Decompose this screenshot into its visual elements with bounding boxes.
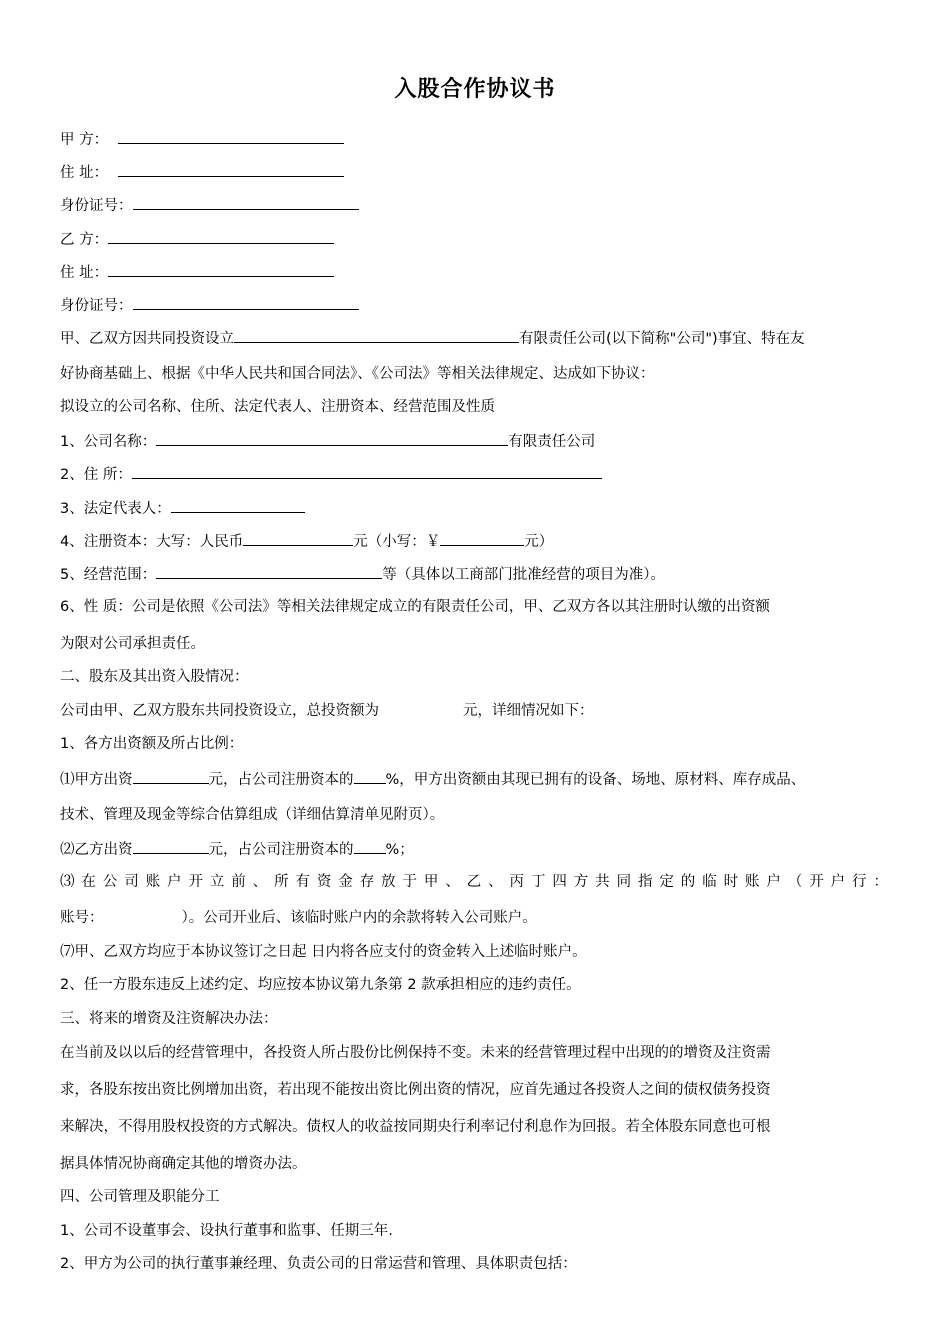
section-3-line-4: 据具体情况协商确定其他的增资办法。 [60,1156,307,1172]
p1-text-b: 元，占公司注册资本的 [208,772,354,788]
total-investment-line [60,701,594,721]
party-a-amount-blank[interactable] [133,768,209,784]
char: 甲 [423,874,439,890]
id-a-line [60,194,359,216]
char: 丁 [530,874,546,890]
char: 所 [274,874,289,890]
sub-heading-2: 2、任一方股东违反上述约定、均应按本协议第九条第 2 款承担相应的违约责任。 [60,977,581,993]
id-b-label: 身份证号： [60,298,133,314]
char: 户 [167,874,182,890]
scope-blank[interactable] [156,563,382,579]
p2-text-c: %； [385,842,414,858]
capital-upper-blank[interactable] [243,530,353,546]
temp-account-text [60,872,888,892]
section-4-heading: 四、公司管理及职能分工 [60,1189,220,1205]
address-b-label: 住 址： [60,265,109,281]
page-title: 入股合作协议书 [394,77,556,102]
item-name-label: 1、公司名称： [60,434,157,450]
party-b-contribution [60,838,414,860]
char: ⑶ [60,874,75,890]
item-nature-line-2: 为限对公司承担责任。 [60,636,205,652]
party-b-amount-blank[interactable] [133,838,209,854]
char: 、 [488,874,503,890]
item-capital [60,530,553,552]
id-b-blank[interactable] [133,294,359,310]
char: 账 [145,874,161,890]
company-address-blank[interactable] [132,463,602,479]
invest-text-b: 元，详细情况如下： [463,703,594,719]
item-representative [60,497,305,519]
party-b-line [60,228,334,250]
char: 丙 [509,874,525,890]
intro-text-b: 有限责任公司(以下简称"公司")事宜、特在友 [519,331,805,347]
char: 时 [723,874,739,890]
char: 金 [338,874,353,890]
address-a-label: 住 址： [60,165,109,181]
p1-text-c: %，甲方出资额由其现已拥有的设备、场地、原材料、库存成品、 [385,772,806,788]
char: 开 [188,874,203,890]
capital-text-c: 元） [524,534,554,550]
char: 前 [231,874,246,890]
address-a-line [60,161,344,183]
sub-heading-1: 1、各方出资额及所占比例： [60,736,244,752]
intro-line-1 [60,327,805,349]
char: 资 [316,874,332,890]
char: 方 [573,874,589,890]
party-a-contribution [60,768,805,790]
char: 于 [402,874,417,890]
invest-text-a: 公司由甲、乙双方股东共同投资设立，总投资额为 [60,703,379,719]
item-address-label: 2、住 所： [60,467,132,483]
char: 户 [766,874,781,890]
p3-text-a: 账号： [60,910,104,926]
company-name-blank[interactable] [156,430,508,446]
char: 的 [680,874,696,890]
char: 立 [209,874,225,890]
temp-account-line-2 [60,908,537,928]
intro-line-2: 好协商基础上、根据《中华人民共和国合同法》、《公司法》等相关法律规定、达成如下协议： [60,366,655,382]
p1-text-a: ⑴甲方出资 [60,772,133,788]
capital-lower-blank[interactable] [440,530,524,546]
char: 乙 [466,874,482,890]
char: 临 [702,874,717,890]
section-3-heading: 三、将来的增资及注资解决办法： [60,1011,278,1027]
char: 在 [81,874,96,890]
transfer-deadline-line: ⑺甲、乙双方均应于本协议签订之日起 日内将各应支付的资金转入上述临时账户。 [60,944,587,960]
char: 有 [295,874,310,890]
address-b-line [60,261,334,283]
party-a-contribution-line-2: 技术、管理及现金等综合估算组成（详细估算清单见附页）。 [60,807,445,823]
section-2-heading: 二、股东及其出资入股情况： [60,669,249,685]
intro-text-a: 甲、乙双方因共同投资设立 [60,331,234,347]
char: 四 [552,874,567,890]
char: 行 [852,874,867,890]
id-a-label: 身份证号： [60,198,133,214]
item-scope-label: 5、经营范围： [60,567,157,583]
char: （ [787,874,803,890]
party-a-blank[interactable] [118,128,344,144]
party-a-label: 甲 方： [60,132,109,148]
capital-text-a: 4、注册资本：大写：人民币 [60,534,244,550]
char: 放 [381,874,396,890]
party-a-line [60,128,344,150]
party-a-percent-blank[interactable] [354,768,386,784]
char: 、 [445,874,460,890]
section-3-line-3: 来解决，不得用股权投资的方式解决。债权人的收益按同期央行利率记付利息作为回报。若全体股东同意也可根 [60,1119,771,1135]
id-b-line [60,294,359,316]
item-scope [60,563,665,585]
section-3-line-2: 求，各股东按出资比例增加出资，若出现不能按出资比例出资的情况，应首先通过各投资人之间的债权债务投资 [60,1082,771,1098]
char: 、 [252,874,268,890]
party-b-label: 乙 方： [60,232,109,248]
p2-text-a: ⑵乙方出资 [60,842,133,858]
item-name-suffix: 有限责任公司 [508,434,596,450]
party-b-percent-blank[interactable] [354,838,386,854]
address-a-blank[interactable] [118,161,344,177]
capital-text-b: 元（小写：￥ [353,534,441,550]
section-4-line-2: 2、甲方为公司的执行董事兼经理、负责公司的日常运营和管理、具体职责包括： [60,1256,577,1272]
address-b-blank[interactable] [108,261,334,277]
p3-text-b: ）。公司开业后、该临时账户内的余款将转入公司账户。 [181,910,537,926]
char: 公 [102,874,118,890]
char: 指 [637,874,653,890]
section-1-heading: 拟设立的公司名称、住所、法定代表人、注册资本、经营范围及性质 [60,399,495,415]
temp-account-line-1 [60,872,888,892]
char: 开 [809,874,824,890]
item-address [60,463,602,485]
representative-blank[interactable] [171,497,305,513]
section-4-line-1: 1、公司不设董事会、设执行董事和监事、任期三年. [60,1223,393,1239]
party-b-blank[interactable] [108,228,334,244]
char: 共 [595,874,610,890]
company-blank[interactable] [234,327,519,343]
item-scope-suffix: 等（具体以工商部门批准经营的项目为准）。 [382,567,665,583]
char: 司 [124,874,139,890]
section-3-line-1: 在当前及以以后的经营管理中，各投资人所占股份比例保持不变。未来的经营管理过程中出现的的增资及注资需 [60,1045,771,1061]
item-rep-label: 3、法定代表人： [60,501,171,517]
item-company-name [60,430,595,452]
char: ： [873,874,888,890]
char: 存 [359,874,375,890]
char: 定 [659,874,674,890]
char: 账 [745,874,760,890]
id-a-blank[interactable] [133,194,359,210]
item-nature-line-1: 6、性 质：公司是依照《公司法》等相关法律规定成立的有限责任公司，甲、乙双方各以其注册时认缴的出资额 [60,599,770,615]
p2-text-b: 元，占公司注册资本的 [208,842,354,858]
char: 同 [616,874,632,890]
char: 户 [830,874,846,890]
